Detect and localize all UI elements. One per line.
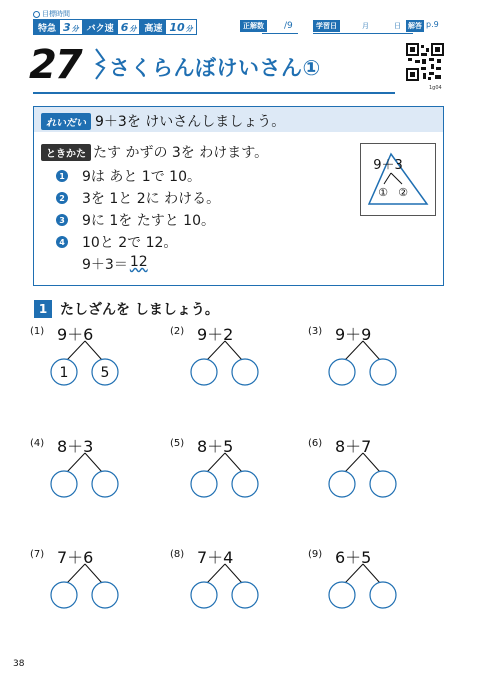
time-target-value: 3 bbox=[63, 20, 71, 34]
step-text: 3を 1と 2に わける。 bbox=[82, 191, 221, 207]
example-badge: れいだい bbox=[41, 113, 91, 130]
lesson-title: さくらんぼけいさん① bbox=[109, 56, 321, 80]
date-input-line[interactable] bbox=[313, 33, 413, 34]
figure-expression: 9＋3 bbox=[373, 158, 403, 173]
answer-circle-left[interactable] bbox=[191, 471, 217, 497]
method-step bbox=[56, 210, 215, 230]
figure-right-part: ② bbox=[398, 186, 408, 199]
problem-item-expression: 7＋4 bbox=[197, 548, 234, 567]
step-text: 9は あと 1で 10。 bbox=[82, 169, 201, 185]
problem-item-expression: 9＋2 bbox=[197, 325, 234, 344]
answer-circle-right[interactable] bbox=[370, 471, 396, 497]
problem-item bbox=[308, 545, 418, 615]
correct-count-label: 正解数 bbox=[240, 20, 267, 32]
goal-time-label bbox=[33, 9, 70, 19]
problem-item bbox=[170, 322, 280, 392]
answer-circle-left[interactable] bbox=[51, 471, 77, 497]
branch-line-right bbox=[85, 341, 102, 360]
answer-circle-right[interactable] bbox=[232, 582, 258, 608]
page-number: 38 bbox=[13, 659, 25, 669]
lesson-title-number: ① bbox=[302, 56, 321, 80]
problem-item-expression: 8＋5 bbox=[197, 437, 234, 456]
problem-item bbox=[30, 545, 140, 615]
time-target-unit: 分 bbox=[129, 24, 137, 33]
branch-line-right bbox=[363, 564, 380, 583]
time-target-label: バク速 bbox=[83, 20, 118, 34]
chevron-decoration-icon bbox=[94, 48, 106, 80]
answer-circle-right[interactable] bbox=[370, 359, 396, 385]
cherry-diagram-svg bbox=[361, 144, 435, 215]
problem-item bbox=[308, 434, 418, 504]
branch-line-right bbox=[225, 341, 242, 360]
problem-item-label: (4) bbox=[30, 438, 45, 449]
time-target-label: 特急 bbox=[34, 20, 60, 34]
branch-line-right bbox=[363, 453, 380, 472]
method-step bbox=[56, 166, 201, 186]
score-input-line[interactable] bbox=[262, 33, 298, 34]
clock-icon bbox=[33, 11, 40, 18]
cherry-diagram bbox=[170, 545, 280, 615]
step-number-badge: 2 bbox=[56, 192, 68, 204]
answer-circle-left[interactable] bbox=[51, 582, 77, 608]
cherry-diagram bbox=[308, 434, 418, 504]
time-target-value: 10 bbox=[169, 20, 185, 34]
answer-circle-left[interactable] bbox=[329, 359, 355, 385]
branch-line-right bbox=[225, 453, 242, 472]
score-total: /9 bbox=[284, 21, 293, 31]
answer-circle-right[interactable] bbox=[232, 359, 258, 385]
answer-circle-right[interactable] bbox=[232, 471, 258, 497]
answer-label: 解答 bbox=[408, 22, 422, 30]
step-number-badge: 1 bbox=[56, 170, 68, 182]
lesson-number: 27 bbox=[29, 42, 81, 88]
time-target-unit: 分 bbox=[185, 24, 193, 33]
time-targets bbox=[33, 19, 196, 35]
time-target-unit: 分 bbox=[71, 24, 79, 33]
branch-line-left bbox=[345, 453, 363, 472]
qr-code-icon[interactable] bbox=[406, 43, 444, 81]
problem-instruction: たしざんを しましょう。 bbox=[60, 302, 219, 318]
month-label: 月 bbox=[362, 22, 369, 30]
method-step bbox=[56, 188, 220, 208]
problem-item-label: (7) bbox=[30, 549, 45, 560]
step-number-badge: 4 bbox=[56, 236, 68, 248]
answer-circle-right[interactable] bbox=[92, 582, 118, 608]
cherry-diagram-example bbox=[360, 143, 436, 216]
problem-item bbox=[308, 322, 418, 392]
cherry-diagram bbox=[30, 322, 140, 392]
step-number-badge: 3 bbox=[56, 214, 68, 226]
day-label: 日 bbox=[394, 22, 401, 30]
answer-circle-left[interactable] bbox=[191, 359, 217, 385]
problem-item-expression: 8＋7 bbox=[335, 437, 372, 456]
answer-value: 12 bbox=[129, 254, 148, 270]
branch-line-left bbox=[207, 564, 225, 583]
branch-line-left bbox=[67, 341, 85, 360]
cherry-diagram bbox=[170, 322, 280, 392]
time-target-3 bbox=[139, 19, 196, 35]
figure-left-part: ① bbox=[378, 186, 388, 199]
example-answer bbox=[82, 254, 148, 274]
problem-item bbox=[170, 434, 280, 504]
branch-line-left bbox=[207, 453, 225, 472]
goal-time-text: 目標時間 bbox=[42, 10, 70, 18]
time-target-2 bbox=[82, 19, 141, 35]
answer-expression: 9＋3＝ bbox=[82, 257, 128, 273]
problem-item-expression: 6＋5 bbox=[335, 548, 372, 567]
problem-item-label: (8) bbox=[170, 549, 185, 560]
time-target-label: 高速 bbox=[140, 20, 166, 34]
problem-item-label: (9) bbox=[308, 549, 323, 560]
branch-line-right bbox=[363, 341, 380, 360]
step-text: 10と 2で 12。 bbox=[82, 235, 178, 251]
branch-line-left bbox=[345, 341, 363, 360]
problem-item-label: (2) bbox=[170, 326, 185, 337]
answer-circle-left[interactable] bbox=[191, 582, 217, 608]
problem-item-expression: 7＋6 bbox=[57, 548, 94, 567]
step-text: 9に 1を たすと 10。 bbox=[82, 213, 215, 229]
answer-circle-right[interactable] bbox=[370, 582, 396, 608]
cherry-diagram bbox=[30, 434, 140, 504]
answer-circle-left[interactable] bbox=[329, 582, 355, 608]
method-badge: ときかた bbox=[41, 144, 91, 161]
cherry-diagram bbox=[308, 545, 418, 615]
example-question: 9＋3を けいさんしましょう。 bbox=[95, 114, 286, 130]
branch-line-right bbox=[225, 564, 242, 583]
answer-right-value: 5 bbox=[100, 365, 110, 381]
branch-line-left bbox=[345, 564, 363, 583]
title-underline bbox=[33, 92, 395, 94]
problem-item-expression: 9＋9 bbox=[335, 325, 372, 344]
branch-line-left bbox=[207, 341, 225, 360]
branch-line-left bbox=[67, 453, 85, 472]
branch-line-right bbox=[85, 453, 102, 472]
time-target-1 bbox=[33, 19, 83, 35]
cherry-diagram bbox=[308, 322, 418, 392]
study-date-label: 学習日 bbox=[313, 20, 340, 32]
method-text: たす かずの 3を わけます。 bbox=[93, 145, 269, 161]
branch-line-left bbox=[67, 564, 85, 583]
problem-item-label: (6) bbox=[308, 438, 323, 449]
problem-item bbox=[30, 434, 140, 504]
answer-circle-left[interactable] bbox=[329, 471, 355, 497]
problem-item bbox=[170, 545, 280, 615]
cherry-diagram bbox=[170, 434, 280, 504]
branch-line-right bbox=[85, 564, 102, 583]
answer-circle-right[interactable] bbox=[92, 471, 118, 497]
cherry-diagram bbox=[30, 545, 140, 615]
problem-item-expression: 9＋6 bbox=[57, 325, 94, 344]
qr-code-id: 1g04 bbox=[429, 85, 442, 91]
problem-number: 1 bbox=[34, 300, 52, 318]
time-target-value: 6 bbox=[120, 20, 129, 34]
method-step bbox=[56, 232, 177, 252]
problem-item-expression: 8＋3 bbox=[57, 437, 94, 456]
problem-item-label: (5) bbox=[170, 438, 185, 449]
problem-item-label: (3) bbox=[308, 326, 323, 337]
answer-left-value: 1 bbox=[59, 365, 69, 381]
problem-item bbox=[30, 322, 140, 392]
answer-page-ref: p.9 bbox=[426, 20, 439, 29]
problem-item-label: (1) bbox=[30, 326, 45, 337]
